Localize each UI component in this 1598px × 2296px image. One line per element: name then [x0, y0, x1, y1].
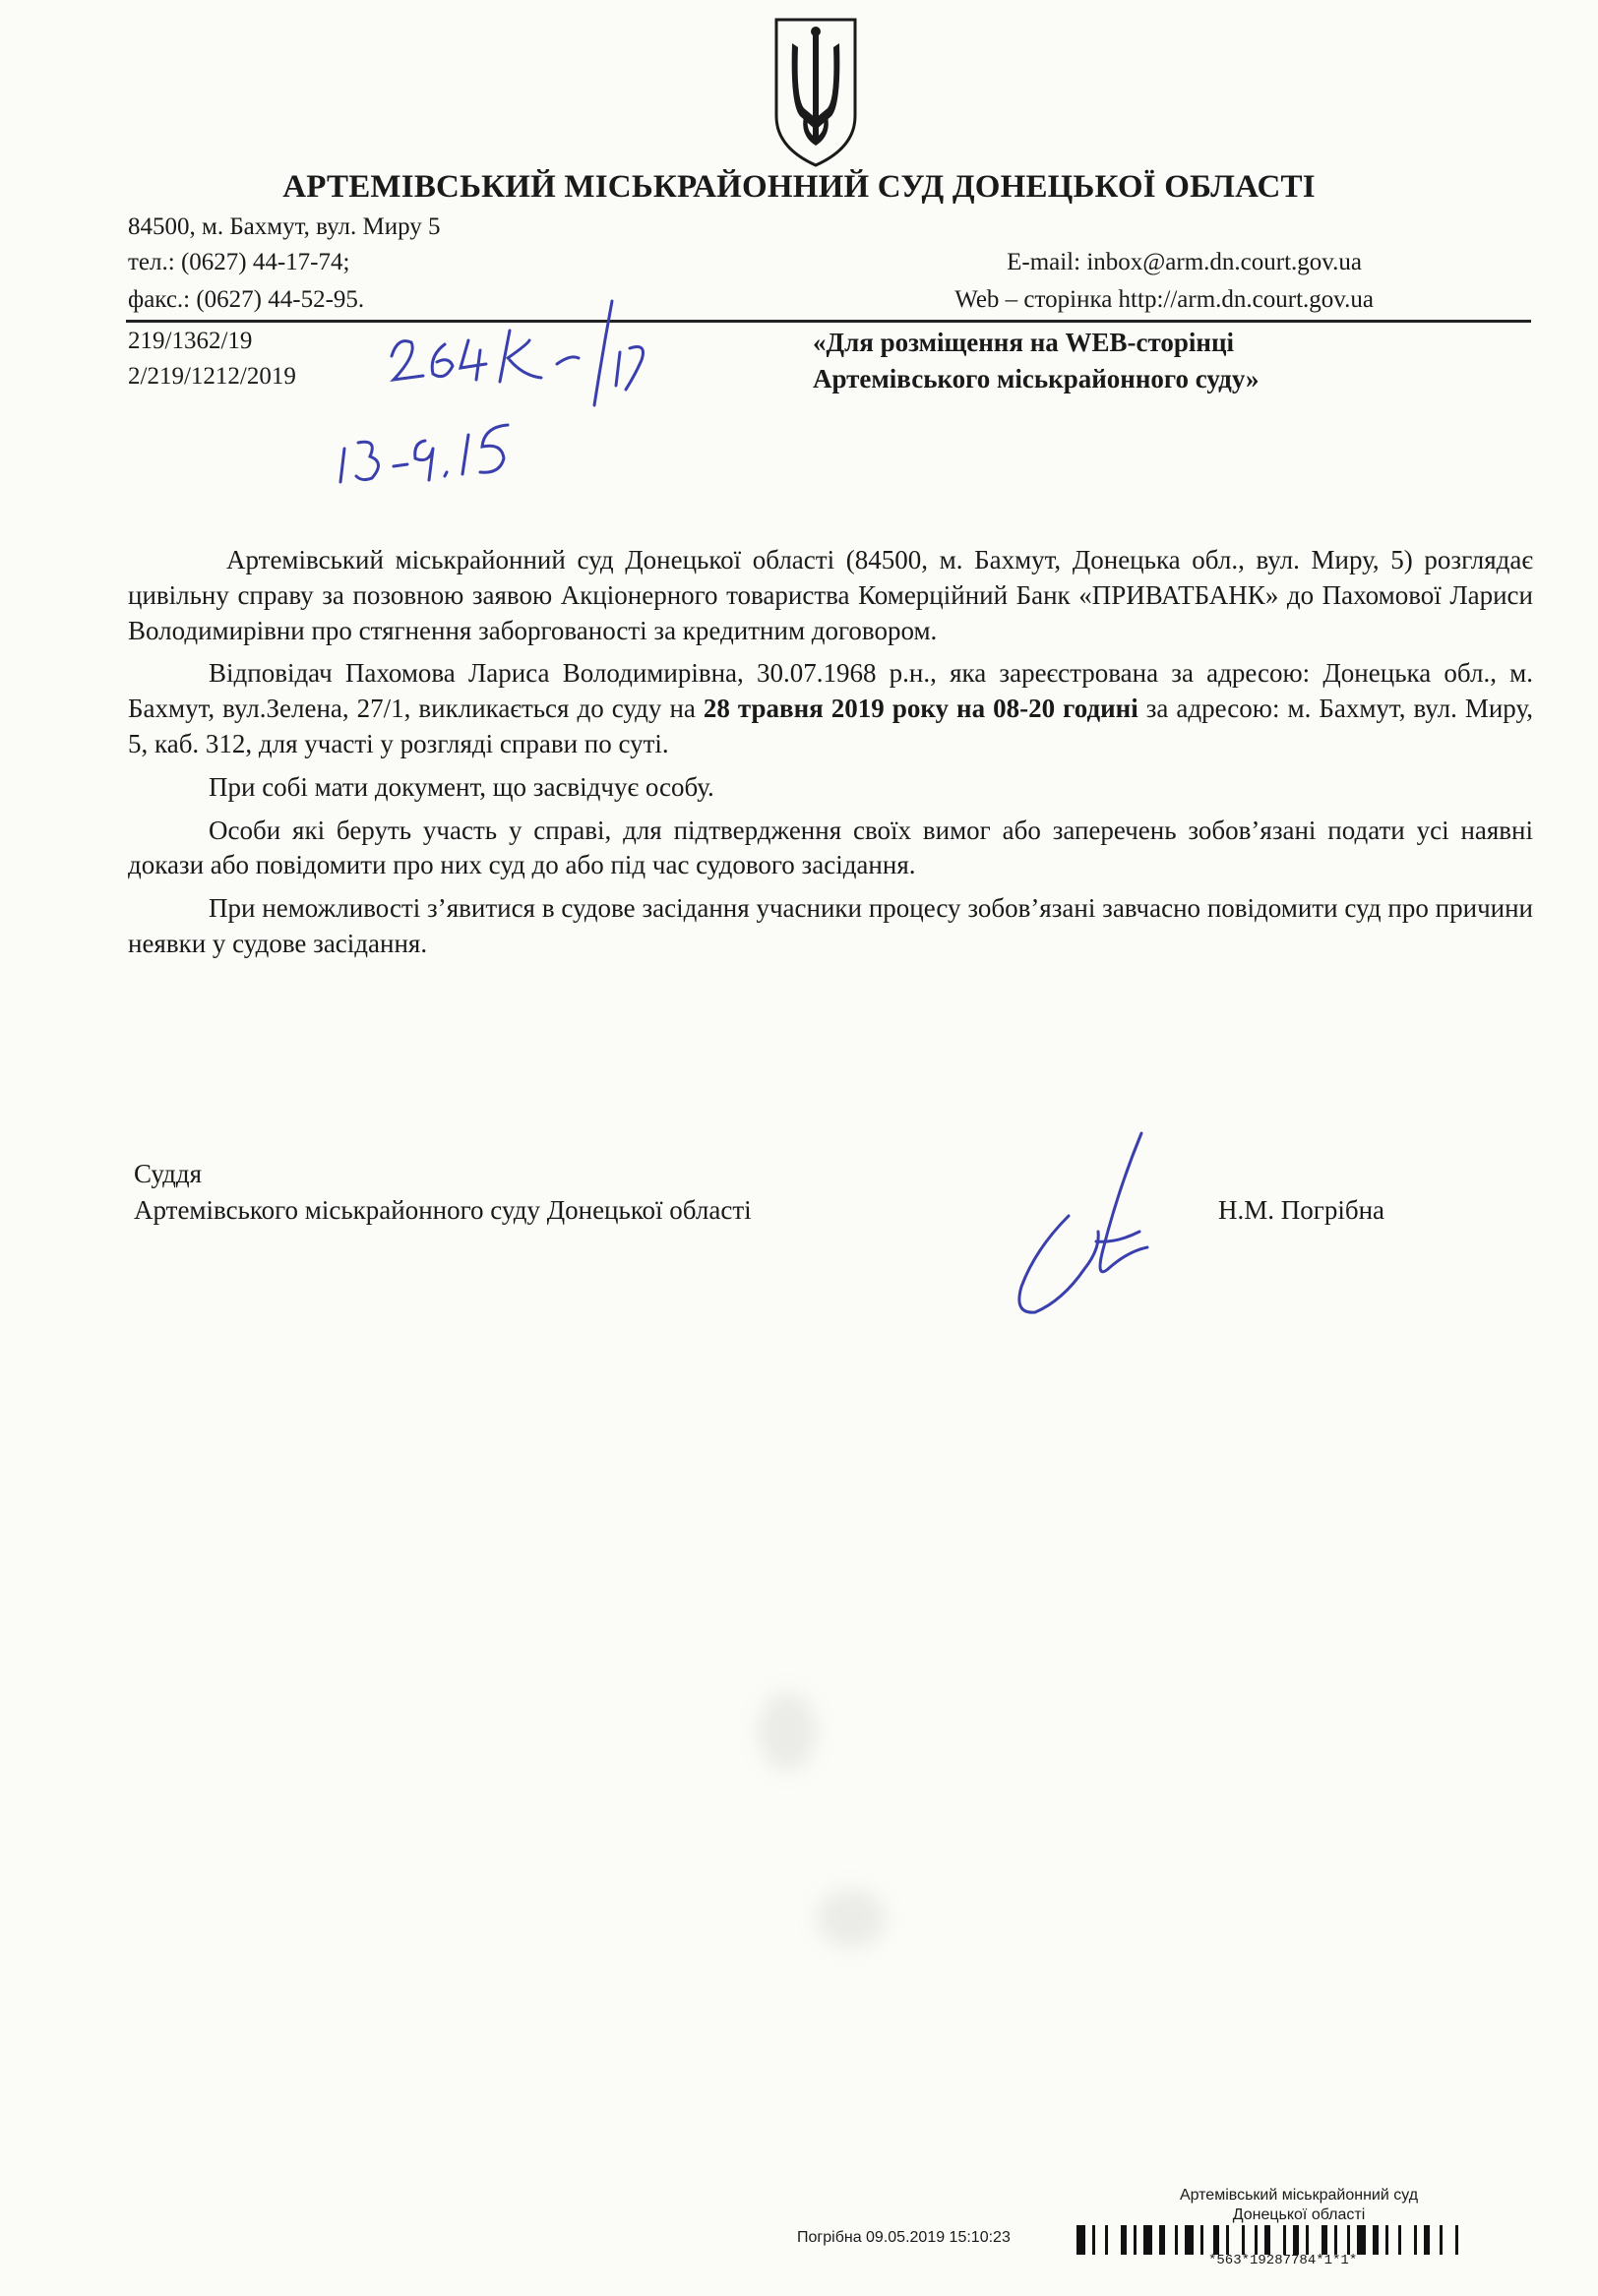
notice-body — [128, 543, 1533, 970]
barcode-text: *563*19287784*1*1* — [1208, 2253, 1358, 2265]
barcode-bar — [1121, 2225, 1127, 2255]
barcode-bar — [1255, 2225, 1258, 2255]
barcode-bar — [1283, 2225, 1286, 2255]
barcode-bar — [1092, 2225, 1095, 2255]
court-title: АРТЕМІВСЬКИЙ МІСЬКРАЙОННИЙ СУД ДОНЕЦЬКОЇ ОБЛАСТІ — [282, 169, 1316, 205]
web-note-line-1: «Для розміщення на WEB-сторінці — [813, 328, 1235, 357]
barcode-bar — [1398, 2225, 1401, 2255]
court-email: E-mail: inbox@arm.dn.court.gov.ua — [1007, 249, 1362, 275]
judge-court: Артемівського міськрайонного суду Донецької області — [134, 1195, 752, 1225]
judge-name: Н.М. Погрібна — [1218, 1195, 1385, 1225]
barcode-bar — [1440, 2225, 1443, 2255]
barcode-bar — [1143, 2225, 1152, 2255]
court-fax: факс.: (0627) 44-52-95. — [128, 286, 365, 313]
case-number-2: 2/219/1212/2019 — [128, 363, 296, 390]
barcode-bar — [1293, 2225, 1299, 2255]
barcode-bar — [1424, 2225, 1430, 2255]
barcode-bar — [1306, 2225, 1309, 2255]
barcode-bar — [1159, 2225, 1165, 2255]
judge-title: Суддя — [134, 1159, 203, 1188]
web-publication-note — [813, 325, 1260, 397]
handwritten-reference — [384, 295, 669, 413]
paragraph-id-document: При собі мати документ, що засвідчує особу. — [209, 771, 714, 802]
barcode-bar — [1134, 2225, 1137, 2255]
barcode-bar — [1385, 2225, 1388, 2255]
summons-text-end: за адресою: м. Бахмут, вул. Миру, 5, каб. 312, для участі у розгляді справи по суті. — [128, 694, 1534, 758]
paragraph-evidence: Особи які беруть участь у справі, для підтвердження своїх вимог або заперечень зобов’язані подати усі наявні докази або повідомити про них суд до або під час судового засідання. — [128, 815, 1533, 880]
paragraph-case-description: Артемівський міськрайонний суд Донецької області (84500, м. Бахмут, Донецька обл., вул. Миру, 5) розглядає цивільну справу за позовною заявою Акціонерного товариства Комерційний Банк «ПРИВАТБАНК» до Пахомової Лариси Володимирівни про стягнення заборгованості за кредитним договором. — [128, 545, 1533, 645]
summons-text-start: Відповідач Пахомова Лариса Володимирівна, 30.07.1968 р.н., яка зареєстрована за адресою: Донецька обл., м. Бахмут, вул.Зелена, 27/1, викликається до суду на — [128, 658, 1533, 724]
barcode-bar — [1321, 2225, 1327, 2255]
registration-stamp-court — [1151, 2186, 1446, 2225]
handwritten-date — [335, 413, 541, 492]
barcode-bar — [1334, 2225, 1337, 2255]
court-address: 84500, м. Бахмут, вул. Миру 5 — [128, 213, 441, 240]
barcode-bar — [1357, 2225, 1366, 2255]
court-website: Web – сторінка http://arm.dn.court.gov.ua — [954, 286, 1374, 313]
barcode-bar — [1213, 2225, 1219, 2255]
barcode-bar — [1185, 2225, 1194, 2255]
case-number-1: 219/1362/19 — [128, 328, 253, 354]
registration-stamp-line: Погрібна 09.05.2019 15:10:23 — [797, 2229, 1011, 2246]
barcode-bar — [1226, 2225, 1229, 2255]
barcode-bar — [1347, 2225, 1350, 2255]
header-divider — [126, 320, 1531, 323]
web-note-line-2: Артемівського міськрайонного суду» — [813, 364, 1260, 393]
stamp-court-line-2: Донецької області — [1232, 2206, 1366, 2223]
barcode-bar — [1105, 2225, 1108, 2255]
registration-barcode — [1076, 2225, 1535, 2255]
barcode-bar — [1264, 2225, 1270, 2255]
stamp-court-line-1: Артемівський міськрайонний суд — [1179, 2187, 1419, 2204]
barcode-bar — [1242, 2225, 1245, 2255]
barcode-bar — [1200, 2225, 1203, 2255]
barcode-bar — [1076, 2225, 1085, 2255]
scan-smudge — [758, 1692, 817, 1771]
paragraph-absence: При неможливості з’явитися в судове засідання учасники процесу зобов’язані завчасно повідомити суд про причини неявки у судове засідання. — [128, 893, 1533, 958]
scan-smudge — [817, 1889, 886, 1948]
barcode-bar — [1414, 2225, 1417, 2255]
barcode-bar — [1373, 2225, 1379, 2255]
coat-of-arms-icon — [770, 14, 861, 169]
judge-signature — [994, 1121, 1210, 1338]
paragraph-summons — [128, 656, 1533, 761]
barcode-bar — [1175, 2225, 1178, 2255]
barcode-bar — [1455, 2225, 1458, 2255]
hearing-datetime: 28 травня 2019 року на 08-20 годині — [703, 694, 1138, 724]
court-phone: тел.: (0627) 44-17-74; — [128, 249, 350, 275]
